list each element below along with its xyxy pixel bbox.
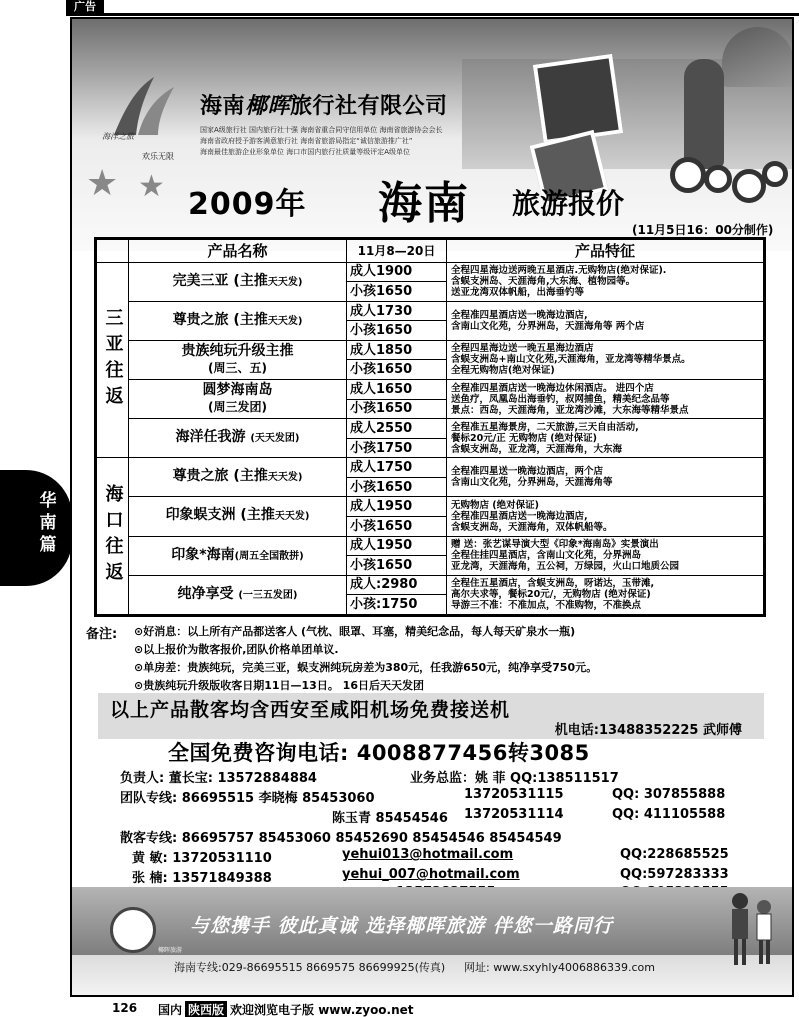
notes-label: 备注: — [86, 627, 118, 642]
adult-price: 成人1750 — [347, 458, 447, 478]
product-name: 完美三亚 (主推天天发) — [129, 262, 347, 301]
sail-logo-icon — [108, 75, 178, 139]
child-price: 小孩1650 — [347, 321, 447, 341]
header-banner — [72, 19, 792, 251]
adult-price: 成人1850 — [347, 340, 447, 360]
hainan-heading: 海南 — [378, 178, 470, 229]
product-features: 全程准四星酒店送一晚海边酒店, 含南山文化苑，分界洲岛，天涯海角等 两个店 — [447, 301, 764, 340]
ad-tag: 广告 — [66, 0, 104, 14]
circle-decoration — [732, 169, 766, 203]
note-line: ⊙单房差：贵族纯玩，完美三亚，蜈支洲纯玩房差为380元，任我游650元，纯净享受750元。 — [134, 661, 598, 674]
child-price: 小孩1650 — [347, 556, 447, 576]
team-line: 陈玉青 85454546 — [332, 811, 448, 826]
product-features: 赠 送：张艺谋导演大型《印象*海南岛》实景演出 全程住挂四星酒店，含南山文化苑，分界洲岛 亚龙湾，天涯海角，五公祠，万绿园，火山口地质公园 — [447, 536, 764, 575]
edition-badge: 陕西版 — [185, 1001, 227, 1017]
year-heading: 2009年 — [188, 187, 307, 222]
child-price: 小孩1750 — [347, 438, 447, 458]
agency-badge-icon — [110, 907, 156, 953]
circle-decoration — [704, 165, 732, 193]
contact-director: 业务总监：姚 菲 QQ:138511517 — [410, 771, 619, 786]
circle-decoration — [762, 161, 788, 187]
adult-price: 成人1650 — [347, 380, 447, 400]
contact-row — [120, 767, 760, 786]
product-features: 无购物店 (绝对保证) 全程准四星酒店送一晚海边酒店, 含蜈支洲岛，天涯海角，双体帆船等。 — [447, 497, 764, 536]
note-line: ⊙贵族纯玩升级版收客日期11日—13日。 16日后天天发团 — [134, 679, 424, 692]
child-price: 小孩1650 — [347, 360, 447, 380]
adult-price: 成人1950 — [347, 497, 447, 517]
model-photo — [684, 59, 724, 169]
contact-row — [120, 827, 760, 846]
product-features: 全程住五星酒店，含蜈支洲岛，呀诺达，玉带滩, 高尔夫求等，餐标20元/，无购物店 (绝对保证) 导游三不准：不准加点，不准购物，不准换点 — [447, 575, 764, 614]
note-line: ⊙好消息：以上所有产品都送客人 (气枕、眼罩、耳塞，精美纪念品，每人每天矿泉水一瓶) — [134, 625, 576, 638]
header-product: 产品名称 — [129, 240, 347, 263]
product-features: 全程四星海边送两晚五星酒店.无购物店(绝对保证). 含蜈支洲岛、天涯海角,大东海、植物园等。 送亚龙湾双体帆船，出海垂钓等 — [447, 262, 764, 301]
adult-price: 成人:2980 — [347, 575, 447, 595]
logo-text-1: 海洋之旅 — [102, 132, 134, 141]
staff-qq: QQ:228685525 — [620, 847, 729, 862]
region-sanya: 三亚往返 — [97, 262, 129, 458]
side-tab-label: 华南篇 — [39, 491, 57, 555]
note-line: ⊙以上报价为散客报价,团队价格单团单议. — [134, 643, 339, 656]
airport-transfer-box — [98, 693, 764, 739]
starfish-icon: ★ — [138, 169, 165, 204]
child-price: 小孩1650 — [347, 477, 447, 497]
contact-row — [120, 867, 760, 886]
price-heading: 旅游报价 — [512, 187, 625, 220]
product-name: 纯净享受 (一三五发团) — [129, 575, 347, 614]
transfer-heading: 以上产品散客均含西安至咸阳机场免费接送机 — [110, 699, 511, 721]
region-haikou: 海口往返 — [97, 458, 129, 615]
header-features: 产品特征 — [447, 240, 764, 263]
contact-row — [120, 807, 760, 826]
product-features: 全程准四星酒店送一晚海边休闲酒店。 进四个店 送鱼疗，凤凰岛出海垂钓，叔网捕鱼，精美纪念品等 景点：西岛，天涯海角，亚龙湾沙滩，大东海等精华景点 — [447, 380, 764, 419]
staff-phone: 黄 敏: 13720531110 — [132, 851, 272, 866]
product-features: 全程四星海边送一晚五星海边酒店 含蜈支洲岛+南山文化苑,天涯海角，亚龙湾等精华景点。 全程无购物店(绝对保证) — [447, 340, 764, 379]
child-price: 小孩1650 — [347, 282, 447, 302]
footer-contact-line — [174, 959, 734, 973]
top-rule — [66, 13, 799, 16]
email-link[interactable]: yehui_007@hotmail.com — [342, 867, 520, 882]
price-table — [94, 237, 766, 617]
team-phone: 13720531115 — [464, 787, 564, 802]
team-line: 团队专线: 86695515 李晓梅 85453060 — [120, 791, 375, 806]
product-name: 印象蜈支洲 (主推天天发) — [129, 497, 347, 536]
adult-price: 成人1900 — [347, 262, 447, 282]
adult-price: 成人2550 — [347, 419, 447, 439]
contact-manager: 负责人: 董长宝: 13572884884 — [120, 771, 317, 786]
product-name: 海洋任我游 (天天发团) — [129, 419, 347, 458]
circle-decoration — [670, 157, 706, 193]
product-name: 圆梦海南岛 (周三发团) — [129, 380, 347, 419]
team-qq: QQ: 307855888 — [612, 787, 726, 802]
contact-row — [120, 847, 760, 866]
transfer-phone: 机电话:13488352225 武师傅 — [554, 723, 742, 738]
product-name: 尊贵之旅 (主推天天发) — [129, 301, 347, 340]
slogan: 与您携手 彼此真诚 选择椰晖旅游 伴您一路同行 — [190, 915, 613, 937]
ad-frame — [70, 17, 794, 997]
company-credits: 国家A级旅行社 国内旅行社十强 海南省重合同守信用单位 海南省旅游协会会长 海南省政府授予游客满意旅行社 海南省旅游局指定“诚信旅游推广社” 海南最佳旅游企业形象单位 海口市国内旅行社质量等级评定A级单位 — [200, 126, 443, 156]
page-footer: 国内 陕西版 欢迎浏览电子版 www.zyoo.net — [158, 1003, 414, 1017]
side-tab — [0, 470, 72, 586]
footer-logo-text: 椰晖旅游 — [158, 947, 183, 954]
contact-row — [120, 787, 760, 806]
hotline: 全国免费咨询电话: 4008877456转3085 — [168, 741, 590, 765]
header-region — [97, 240, 129, 263]
header-date: 11月8—20日 — [347, 240, 447, 263]
team-phone: 13720531114 — [464, 807, 564, 822]
team-qq: QQ: 411105588 — [612, 807, 726, 822]
product-name: 尊贵之旅 (主推天天发) — [129, 458, 347, 497]
product-features: 全程准五星海景房，二天旅游,三天自由活动, 餐标20元/正 无购物店 (绝对保证) 含蜈支洲岛，亚龙湾，天涯海角，大东海 — [447, 419, 764, 458]
adult-price: 成人1730 — [347, 301, 447, 321]
product-name: 印象*海南(周五全国散拼) — [129, 536, 347, 575]
hut-icon — [722, 27, 792, 87]
child-price: 小孩:1750 — [347, 595, 447, 615]
company-name: 海南椰晖旅行社有限公司 — [200, 94, 448, 119]
staff-phone: 张 楠: 13571849388 — [132, 871, 272, 886]
adult-price: 成人1950 — [347, 536, 447, 556]
fit-line: 散客专线: 86695757 85453060 85452690 85454546 85454549 — [120, 831, 562, 846]
footer-phones: 海南专线:029-86695515 8669575 86699925(传真) — [174, 961, 446, 974]
staff-qq: QQ:597283333 — [620, 867, 729, 882]
product-name: 贵族纯玩升级主推 (周三、五) — [129, 340, 347, 379]
starfish-icon: ★ — [86, 163, 119, 204]
made-time: (11月5日16：00分制作) — [632, 223, 774, 237]
child-price: 小孩1650 — [347, 516, 447, 536]
child-price: 小孩1650 — [347, 399, 447, 419]
logo-text-2: 欢乐无限 — [142, 152, 174, 161]
footer-website[interactable]: 网址: www.sxyhly4006886339.com — [464, 961, 655, 974]
page-number: 126 — [112, 1001, 138, 1015]
email-link[interactable]: yehui013@hotmail.com — [342, 847, 514, 862]
resort-photo — [533, 54, 623, 144]
product-features: 全程准四星送一晚海边酒店，两个店 含南山文化苑，分界洲岛，天涯海角等 — [447, 458, 764, 497]
